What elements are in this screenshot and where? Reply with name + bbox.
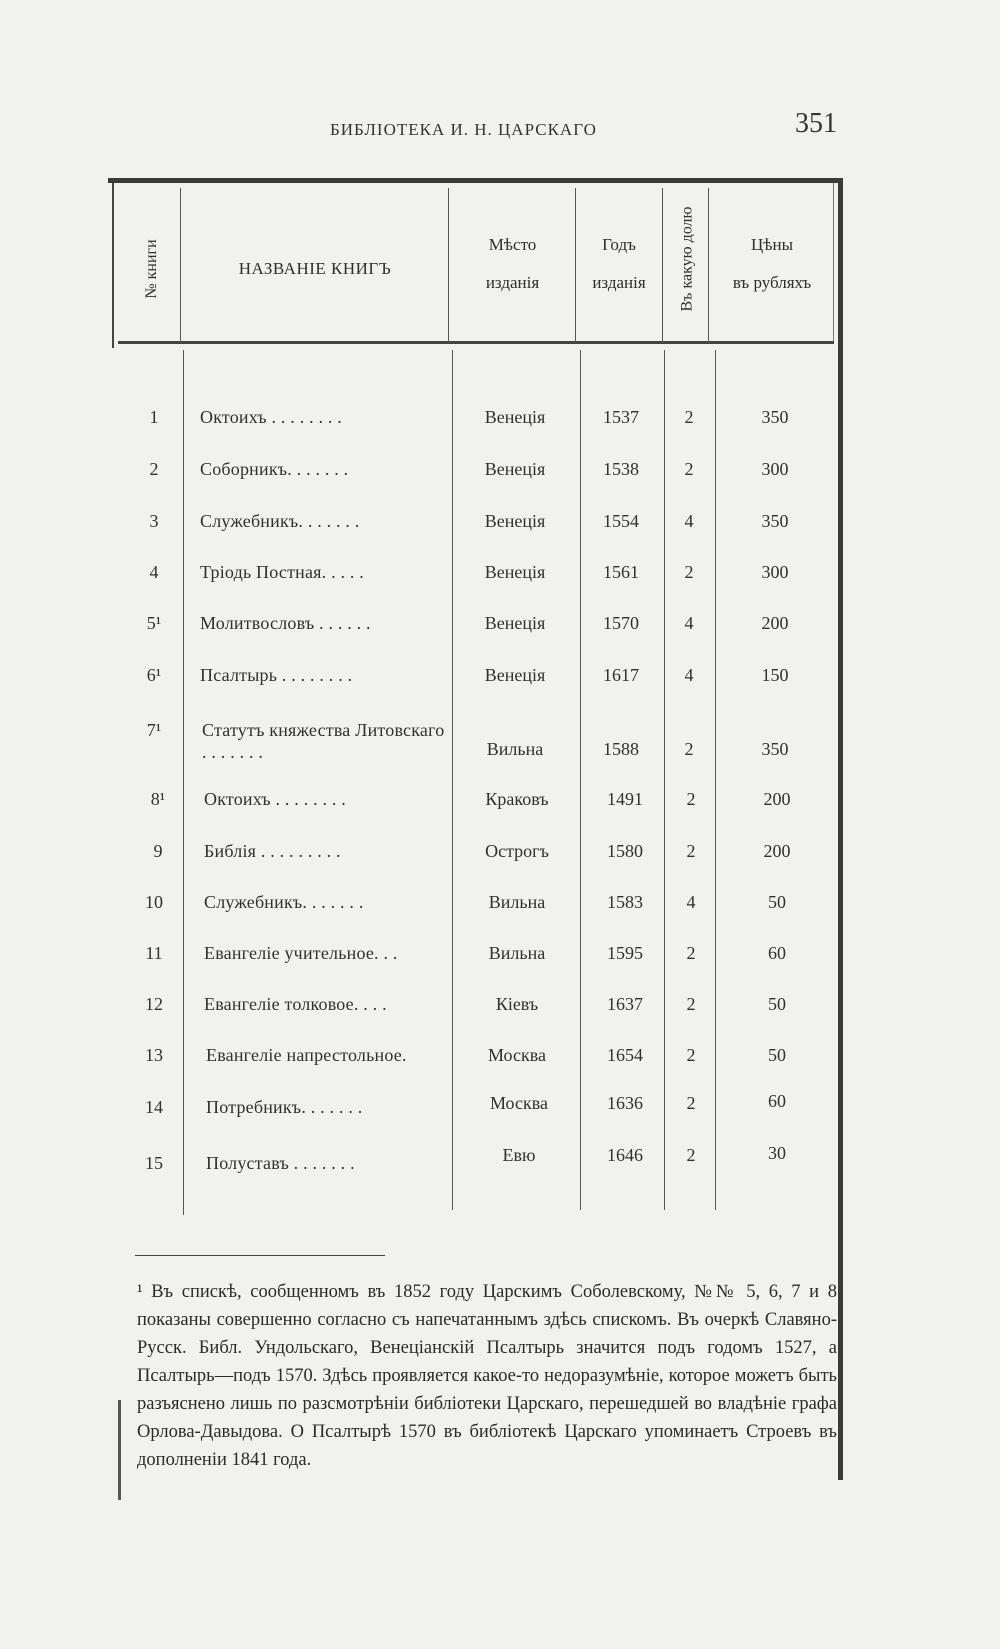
book-share: 2 (686, 943, 696, 963)
book-share: 2 (686, 1093, 696, 1113)
book-place: Краковъ (485, 789, 549, 809)
book-share: 4 (684, 665, 694, 685)
header-title: НАЗВАНIЕ КНИГЪ (238, 259, 392, 278)
table-row (0, 1143, 1000, 1192)
book-year: 1588 (603, 739, 639, 759)
book-title: Молитвословъ . . . . . . (200, 613, 371, 633)
header-year-line2: изданiя (592, 273, 646, 292)
book-number: 13 (145, 1045, 163, 1065)
table-row (0, 993, 1000, 1033)
book-year: 1636 (607, 1093, 643, 1113)
book-share: 4 (686, 892, 696, 912)
header-price-line2: въ рубляхъ (732, 273, 812, 292)
table-row (0, 561, 1000, 601)
book-share: 2 (686, 841, 696, 861)
book-title: Потребникъ. . . . . . . (206, 1097, 363, 1117)
table-row (0, 942, 1000, 982)
book-title: Служебникъ. . . . . . . (204, 892, 364, 912)
book-place: Кiевъ (495, 994, 539, 1014)
book-number: 11 (145, 943, 163, 963)
table-right-rule (838, 180, 843, 1480)
table-right-inner-rule (833, 183, 834, 343)
book-place: Венецiя (484, 613, 546, 633)
book-share: 2 (684, 739, 694, 759)
book-year: 1580 (607, 841, 643, 861)
book-title: Служебникъ. . . . . . . (200, 511, 360, 531)
book-price: 350 (761, 407, 789, 427)
book-title: Псалтырь . . . . . . . . (200, 665, 353, 685)
header-year-line1: Годъ (602, 235, 636, 254)
header-divider (708, 188, 709, 343)
book-year: 1491 (607, 789, 643, 809)
table-row (0, 406, 1000, 446)
book-share: 2 (686, 1045, 696, 1065)
book-year: 1595 (607, 943, 643, 963)
table-row (0, 458, 1000, 498)
book-place: Москва (488, 1045, 546, 1065)
book-number: 4 (149, 562, 159, 582)
book-title: Евангелiе напрестольное. (206, 1045, 407, 1065)
table-row (0, 1044, 1000, 1084)
book-year: 1570 (603, 613, 639, 633)
header-divider (180, 188, 181, 343)
book-title: Трiодь Постная. . . . . (200, 562, 364, 582)
book-share: 2 (684, 562, 694, 582)
running-head: БИБЛIОТЕКА И. Н. ЦАРСКАГО (330, 120, 597, 139)
header-book-number: № книги (143, 239, 160, 299)
book-number: 5¹ (146, 613, 162, 633)
book-price: 50 (768, 892, 786, 912)
book-number: 3 (149, 511, 159, 531)
book-price: 200 (761, 613, 789, 633)
table-row (0, 1091, 1000, 1136)
table-row (0, 510, 1000, 550)
book-number: 8¹ (150, 789, 166, 809)
book-price: 350 (761, 739, 789, 759)
book-price: 200 (763, 789, 791, 809)
header-divider (575, 188, 576, 343)
book-number: 6¹ (146, 665, 162, 685)
book-place: Венецiя (484, 459, 546, 479)
book-year: 1646 (607, 1145, 643, 1165)
book-place: Москва (490, 1093, 548, 1113)
book-title: Статутъ княжества Литовскаго . . . . . . . (202, 720, 445, 762)
book-place: Вильна (488, 943, 546, 963)
book-year: 1561 (603, 562, 639, 582)
book-title: Октоихъ . . . . . . . . (204, 789, 346, 809)
header-place-line2: изданiя (485, 273, 540, 292)
book-year: 1654 (607, 1045, 643, 1065)
book-place: Острогъ (485, 841, 549, 861)
book-share: 2 (686, 994, 696, 1014)
table-row (0, 664, 1000, 704)
footnote-rule (135, 1255, 385, 1256)
table-row (0, 788, 1000, 828)
book-number: 10 (145, 892, 163, 912)
book-place: Евю (502, 1145, 536, 1165)
book-title: Евангелiе толковое. . . . (204, 994, 387, 1014)
book-number: 15 (145, 1153, 163, 1173)
footnote: ¹ Въ спискѣ, сообщенномъ въ 1852 году Царскимъ Соболевскому, №№ 5, 6, 7 и 8 показаны совершенно согласно съ напечатаннымъ здѣсь спискомъ. Въ очеркѣ Славяно-Русск. Библ. Ундольскаго, Венецiанскiй Псалтырь значится подъ годомъ 1527, а Псалтырь—подъ 1570. Здѣсь проявляется какое-то недоразумѣнiе, которое можетъ быть разъяснено лишь по разсмотрѣнiи библiотеки Царскаго, перешедшей во владѣнiе графа Орлова-Давыдова. О Псалтырѣ 1570 въ библiотекѣ Царскаго упоминаетъ Строевъ въ дополненiи 1841 года. (137, 1282, 837, 1470)
book-share: 2 (686, 789, 696, 809)
book-number: 2 (149, 459, 159, 479)
book-share: 2 (684, 407, 694, 427)
book-price: 150 (761, 665, 789, 685)
book-share: 2 (686, 1145, 696, 1165)
table-row (0, 891, 1000, 931)
header-bottom-rule (118, 341, 834, 344)
book-year: 1637 (607, 994, 643, 1014)
header-share: Въ какую долю (678, 206, 696, 312)
book-year: 1537 (603, 407, 639, 427)
header-divider (662, 188, 663, 343)
header-price-line1: Цѣны (750, 235, 794, 254)
book-place: Вильна (488, 892, 546, 912)
book-title: Библiя . . . . . . . . . (204, 841, 341, 861)
book-share: 4 (684, 613, 694, 633)
book-year: 1617 (603, 665, 639, 685)
table-row (0, 719, 1000, 779)
book-title: Соборникъ. . . . . . . (200, 459, 349, 479)
header-place-line1: Мѣсто (488, 235, 537, 254)
book-title: Октоихъ . . . . . . . . (200, 407, 342, 427)
header-divider (448, 188, 449, 343)
page-number: 351 (795, 108, 837, 139)
book-number: 7¹ (146, 720, 162, 740)
book-number: 9 (153, 841, 163, 861)
book-year: 1554 (603, 511, 639, 531)
book-title: Евангелiе учительное. . . (204, 943, 398, 963)
book-place: Венецiя (484, 511, 546, 531)
book-place: Венецiя (484, 562, 546, 582)
book-number: 1 (149, 407, 159, 427)
page-edge-rule (118, 1400, 121, 1500)
table-row (0, 840, 1000, 880)
book-place: Венецiя (484, 665, 546, 685)
book-number: 14 (145, 1097, 163, 1117)
table-left-rule (112, 183, 114, 348)
book-title: Полуставъ . . . . . . . (206, 1153, 355, 1173)
book-price: 350 (761, 511, 789, 531)
table-top-rule (108, 178, 843, 183)
book-share: 2 (684, 459, 694, 479)
book-year: 1538 (603, 459, 639, 479)
book-place: Венецiя (484, 407, 546, 427)
book-price: 60 (768, 943, 786, 963)
book-price: 30 (768, 1143, 786, 1163)
book-price: 300 (761, 459, 789, 479)
book-year: 1583 (607, 892, 643, 912)
book-number: 12 (145, 994, 163, 1014)
book-share: 4 (684, 511, 694, 531)
book-price: 300 (761, 562, 789, 582)
book-price: 50 (768, 994, 786, 1014)
book-price: 200 (763, 841, 791, 861)
book-place: Вильна (486, 739, 544, 759)
table-row (0, 612, 1000, 652)
book-price: 60 (768, 1091, 786, 1111)
book-price: 50 (768, 1045, 786, 1065)
